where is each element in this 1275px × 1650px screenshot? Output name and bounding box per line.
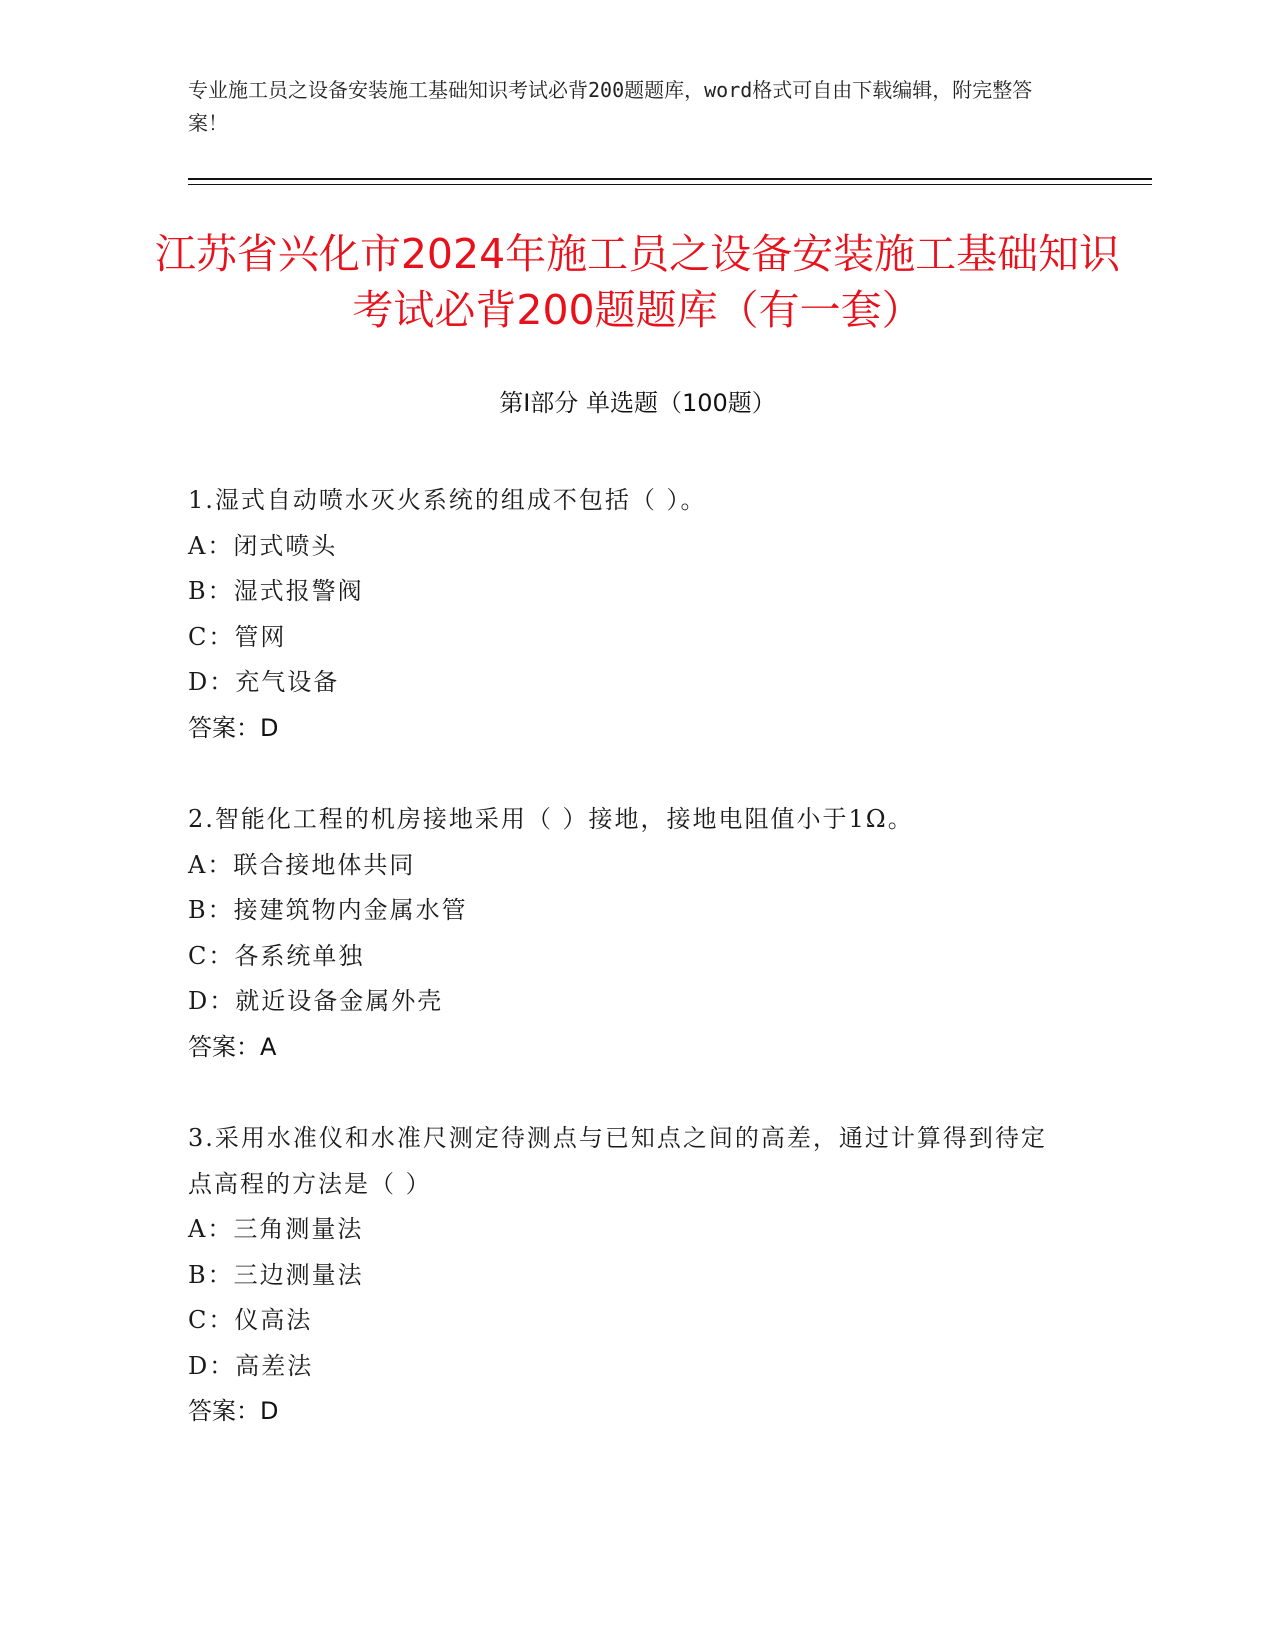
answer: 答案：A bbox=[188, 1032, 277, 1061]
option-d: D：充气设备 bbox=[188, 668, 340, 696]
option-c: C：管网 bbox=[188, 622, 287, 651]
question-3 bbox=[188, 1116, 1068, 1435]
question-text: 1.湿式自动喷水灭火系统的组成不包括（ ）。 bbox=[188, 486, 707, 514]
question-text: 3.采用水准仪和水准尺测定待测点与已知点之间的高差，通过计算得到待定点高程的方法是（ ） bbox=[188, 1124, 1047, 1198]
option-d: D：就近设备金属外壳 bbox=[188, 987, 444, 1015]
section-heading: 第Ⅰ部分 单选题（100题） bbox=[499, 389, 776, 417]
header-note: 专业施工员之设备安装施工基础知识考试必背200题题库，word格式可自由下载编辑，附完整答案！ bbox=[188, 78, 1033, 135]
question-2 bbox=[188, 797, 1068, 1070]
document-title: 江苏省兴化市2024年施工员之设备安装施工基础知识考试必背200题题库（有一套） bbox=[154, 230, 1121, 334]
option-b: B：湿式报警阀 bbox=[188, 577, 364, 605]
question-list bbox=[188, 478, 1068, 1481]
option-c: C：各系统单独 bbox=[188, 941, 365, 970]
option-b: B：接建筑物内金属水管 bbox=[188, 896, 468, 924]
answer: 答案：D bbox=[188, 1397, 279, 1425]
question-1 bbox=[188, 478, 1068, 751]
header-divider-thin bbox=[188, 184, 1152, 185]
answer: 答案：D bbox=[188, 713, 279, 742]
option-a: A：联合接地体共同 bbox=[188, 850, 416, 879]
option-c: C：仪高法 bbox=[188, 1306, 313, 1334]
option-a: A：三角测量法 bbox=[188, 1215, 364, 1243]
option-d: D：高差法 bbox=[188, 1351, 314, 1380]
option-b: B：三边测量法 bbox=[188, 1260, 364, 1289]
header-divider-thick bbox=[188, 178, 1152, 180]
option-a: A：闭式喷头 bbox=[188, 531, 338, 560]
question-text: 2.智能化工程的机房接地采用（ ）接地，接地电阻值小于1Ω。 bbox=[188, 805, 914, 833]
